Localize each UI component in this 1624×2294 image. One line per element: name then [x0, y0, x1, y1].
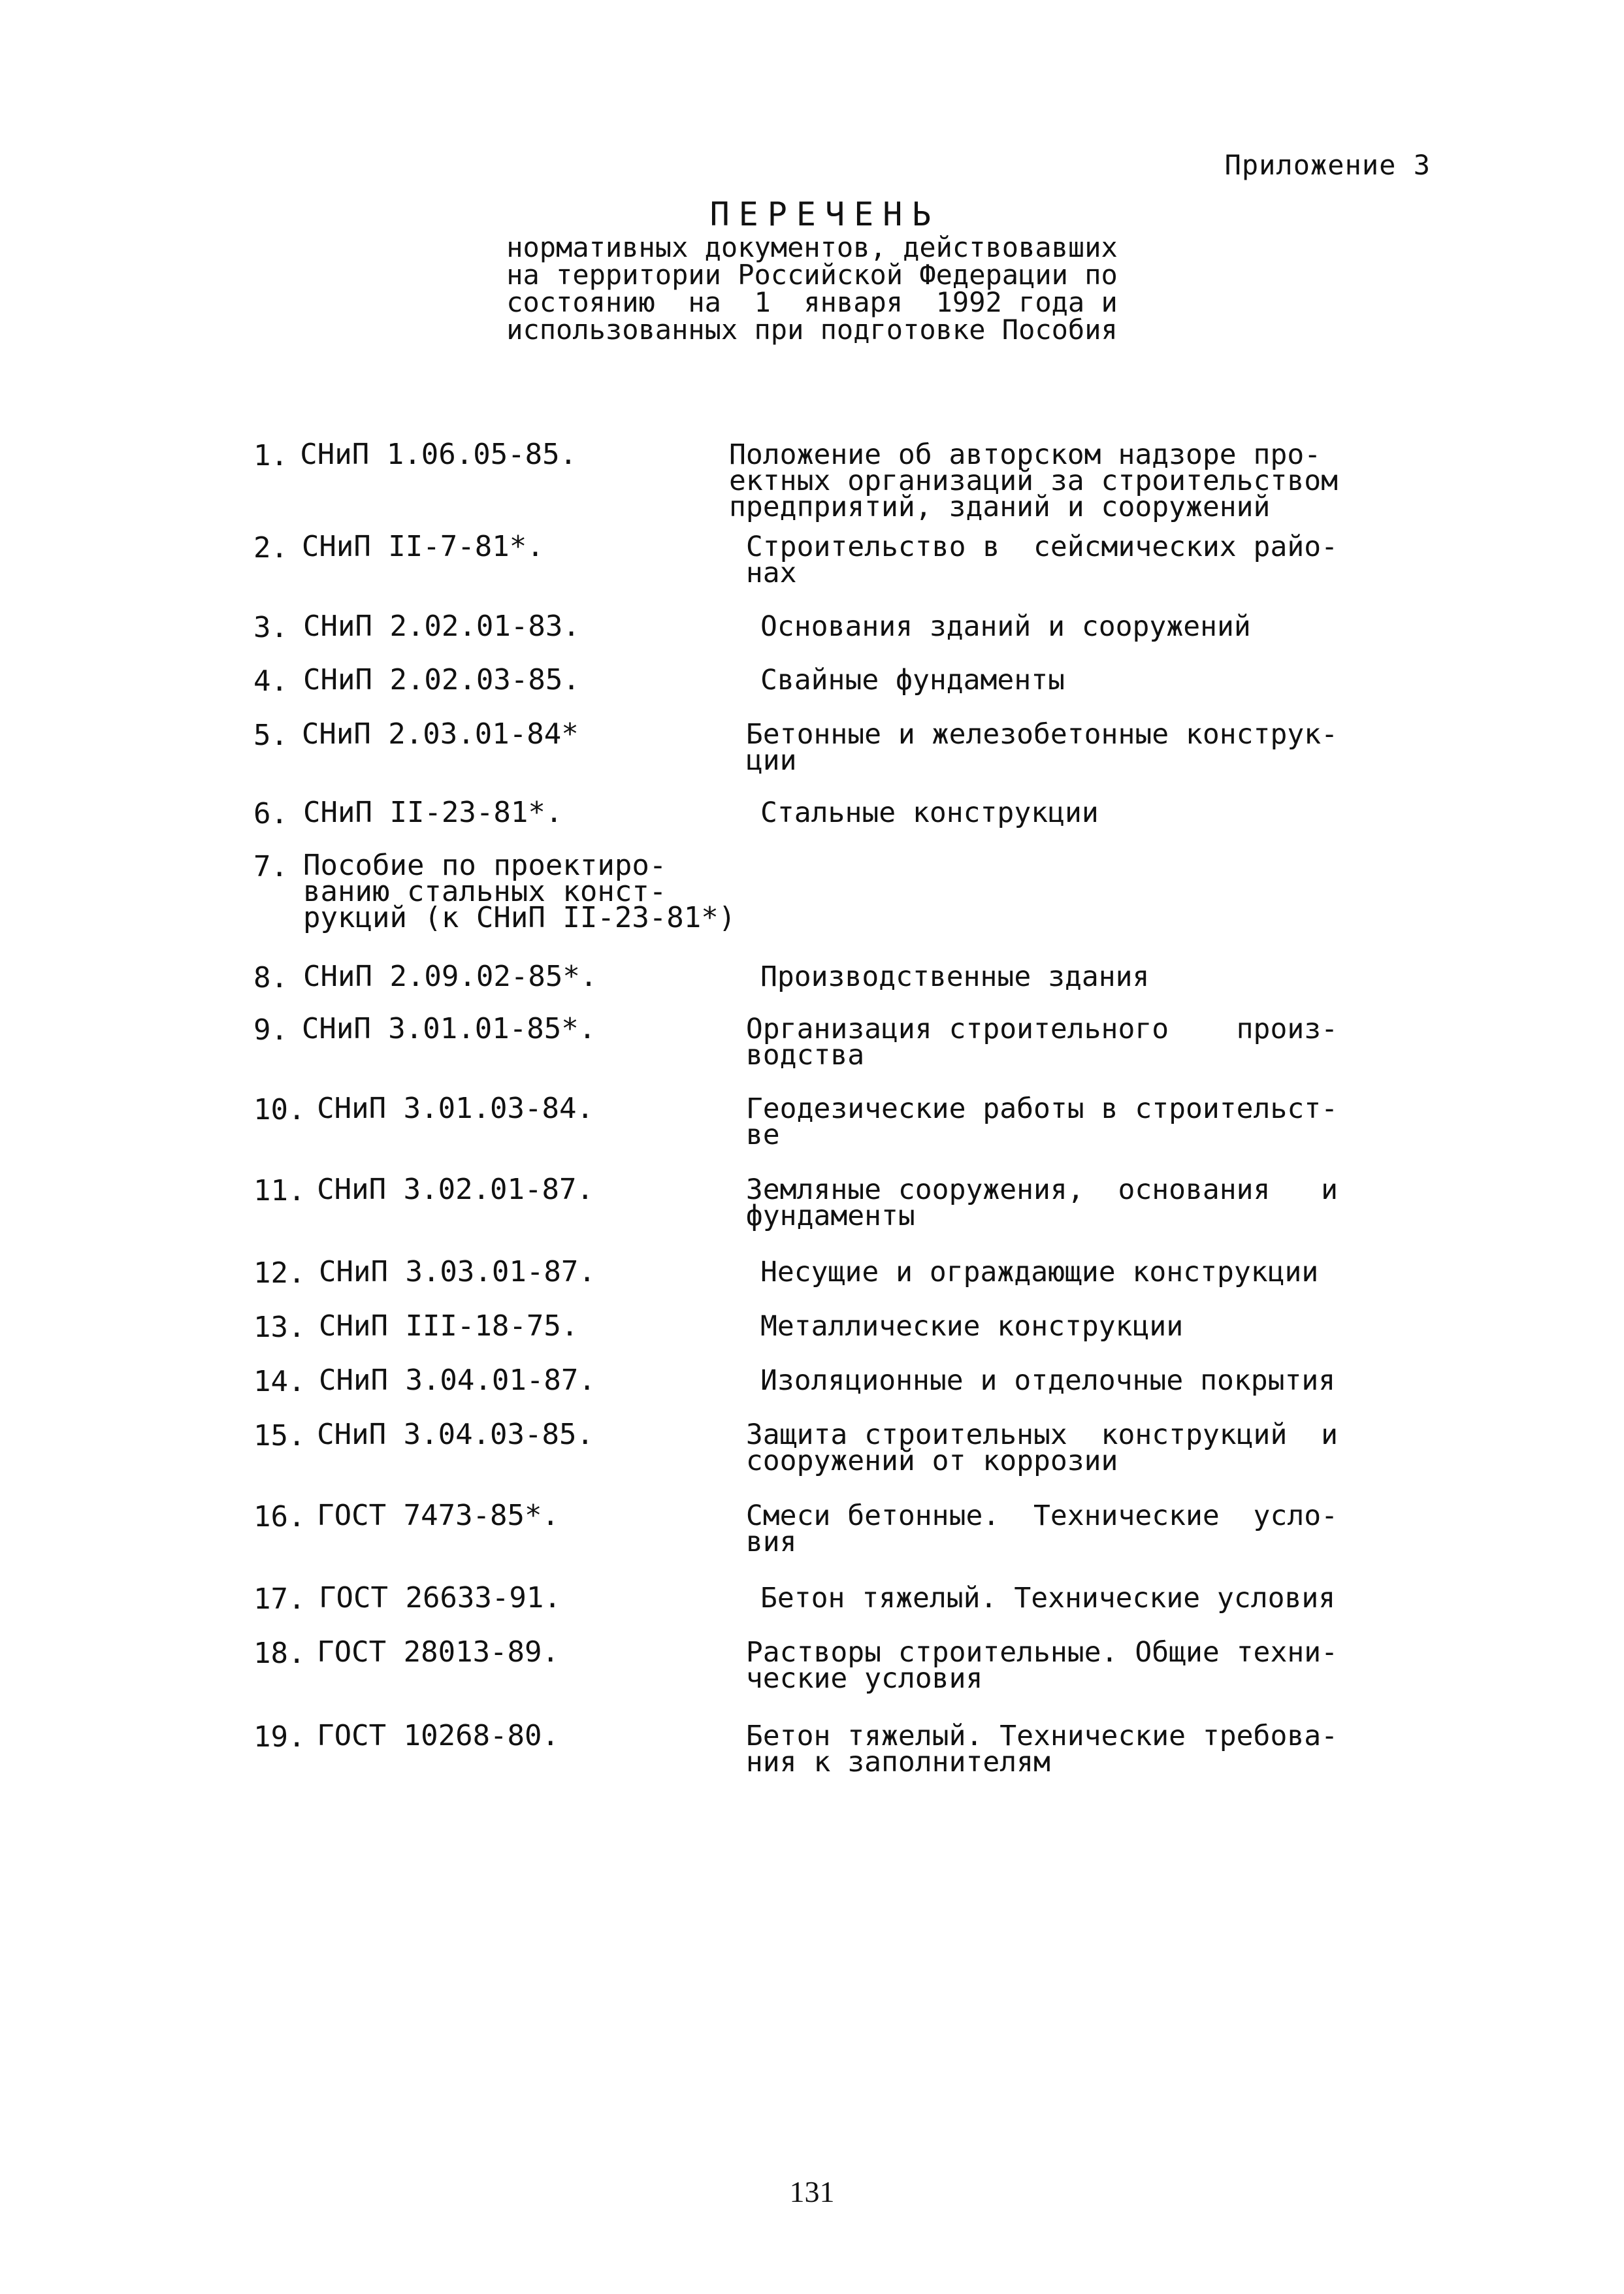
list-item: [253, 1418, 1338, 1503]
item-number: 3.: [253, 611, 288, 644]
item-description: Геодезические работы в строительст- ве: [745, 1092, 1338, 1151]
list-item: [253, 1173, 1338, 1259]
item-description: Производственные здания: [760, 960, 1150, 993]
list-item: [253, 663, 1338, 721]
item-number: 14.: [253, 1365, 306, 1398]
item-document: СНиП 3.04.03-85.: [317, 1418, 594, 1451]
item-document: СНиП 2.02.01-83.: [303, 610, 580, 643]
item-description: Земляные сооружения, основания и фундаменты: [745, 1173, 1338, 1232]
item-document: ГОСТ 10268-80.: [317, 1719, 560, 1752]
item-number: 1.: [253, 439, 288, 472]
list-item: [253, 1255, 1338, 1313]
item-description: Бетон тяжелый. Технические требова- ния к заполнителям: [745, 1720, 1338, 1778]
item-description: Бетонные и железобетонные конструк- ции: [745, 718, 1338, 777]
item-document: Пособие по проектиро- ванию стальных конст- рукций (к СНиП II-23-81*): [303, 849, 736, 934]
item-document: СНиП 3.02.01-87.: [317, 1173, 594, 1206]
list-item: [253, 438, 1338, 534]
item-number: 2.: [253, 531, 288, 565]
document-title: ПЕРЕЧЕНЬ: [709, 195, 941, 233]
item-document: СНиП 2.02.03-85.: [303, 663, 580, 696]
item-number: 6.: [253, 797, 288, 830]
item-number: 7.: [253, 850, 288, 883]
list-item: [253, 1499, 1338, 1585]
item-description: Растворы строительные. Общие техни- ческие условия: [745, 1636, 1338, 1695]
item-document: СНиП III-18-75.: [319, 1309, 579, 1343]
item-number: 15.: [253, 1419, 306, 1452]
item-document: ГОСТ 26633-91.: [319, 1581, 561, 1614]
item-description: Основания зданий и сооружений: [760, 610, 1251, 643]
item-description: Изоляционные и отделочные покрытия: [760, 1364, 1336, 1397]
list-item: [253, 1635, 1338, 1723]
list-item: [253, 1092, 1338, 1177]
item-description: Стальные конструкции: [760, 796, 1099, 829]
item-description: Положение об авторском надзоре про- ектных организаций за строительством предприятий, зданий и сооружений: [729, 438, 1338, 523]
list-item: [253, 1012, 1338, 1096]
item-number: 5.: [253, 719, 288, 752]
item-number: 9.: [253, 1013, 288, 1047]
list-item: [253, 849, 1338, 964]
document-list: [253, 438, 1338, 1788]
list-item: [253, 1364, 1338, 1422]
item-number: 12.: [253, 1256, 306, 1290]
item-document: ГОСТ 28013-89.: [317, 1635, 560, 1669]
item-description: Смеси бетонные. Технические усло- вия: [745, 1499, 1338, 1558]
item-number: 13.: [253, 1311, 306, 1344]
item-document: СНиП 2.03.01-84*: [301, 717, 579, 751]
list-item: [253, 960, 1338, 1016]
title-block: [0, 196, 1624, 344]
list-item: [253, 1309, 1338, 1368]
item-number: 19.: [253, 1720, 306, 1754]
item-document: СНиП II-23-81*.: [303, 796, 563, 829]
item-description: Организация строительного произ- водства: [745, 1013, 1338, 1072]
item-number: 16.: [253, 1500, 306, 1533]
item-document: СНиП 1.06.05-85.: [300, 438, 577, 471]
item-document: СНиП 3.03.01-87.: [319, 1255, 596, 1288]
item-number: 18.: [253, 1637, 306, 1670]
item-number: 8.: [253, 961, 288, 994]
item-description: Несущие и ограждающие конструкции: [760, 1256, 1319, 1288]
document-subtitle: нормативных документов, действовавших на территории Российской Федерации по состоянию на 1 января 1992 года и использованных при подготовке Пособия: [506, 231, 1118, 346]
item-number: 17.: [253, 1582, 306, 1616]
item-number: 11.: [253, 1174, 306, 1207]
list-item: [253, 717, 1338, 800]
item-document: СНиП 3.04.01-87.: [319, 1364, 596, 1397]
item-number: 4.: [253, 664, 288, 698]
item-document: СНиП 3.01.03-84.: [317, 1092, 594, 1125]
page-number: 131: [789, 2175, 835, 2208]
item-document: ГОСТ 7473-85*.: [317, 1499, 560, 1532]
item-description: Свайные фундаменты: [760, 664, 1065, 696]
list-item: [253, 796, 1338, 853]
item-number: 10.: [253, 1093, 306, 1126]
appendix-label: Приложение 3: [1224, 149, 1431, 181]
list-item: [253, 530, 1338, 614]
item-description: Защита строительных конструкций и сооружений от коррозии: [745, 1418, 1338, 1477]
list-item: [253, 1719, 1338, 1788]
item-description: Металлические конструкции: [760, 1310, 1184, 1343]
list-item: [253, 1581, 1338, 1639]
list-item: [253, 610, 1338, 667]
item-description: Строительство в сейсмических райо- нах: [745, 531, 1338, 589]
item-document: СНиП II-7-81*.: [301, 530, 544, 563]
item-document: СНиП 3.01.01-85*.: [301, 1012, 596, 1045]
item-document: СНиП 2.09.02-85*.: [303, 960, 598, 993]
item-description: Бетон тяжелый. Технические условия: [760, 1582, 1336, 1614]
